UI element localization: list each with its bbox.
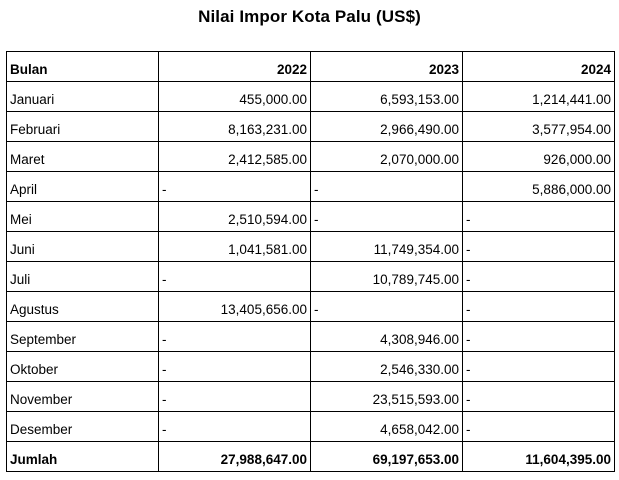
header-cell-year: 2023 bbox=[311, 52, 463, 82]
month-cell: April bbox=[7, 172, 159, 202]
header-cell-bulan: Bulan bbox=[7, 52, 159, 82]
value-cell: 11,749,354.00 bbox=[311, 232, 463, 262]
month-cell: Desember bbox=[7, 412, 159, 442]
value-cell: 2,412,585.00 bbox=[159, 142, 311, 172]
value-cell: - bbox=[159, 262, 311, 292]
import-table bbox=[6, 51, 615, 472]
value-cell: - bbox=[311, 202, 463, 232]
month-cell: November bbox=[7, 382, 159, 412]
value-cell: - bbox=[159, 172, 311, 202]
value-cell: 4,658,042.00 bbox=[311, 412, 463, 442]
table-row bbox=[7, 322, 615, 352]
value-cell: 1,214,441.00 bbox=[463, 82, 615, 112]
import-table-body bbox=[7, 52, 615, 472]
month-cell: Maret bbox=[7, 142, 159, 172]
value-cell: - bbox=[463, 262, 615, 292]
month-cell: Mei bbox=[7, 202, 159, 232]
value-cell: - bbox=[159, 412, 311, 442]
value-cell: 69,197,653.00 bbox=[311, 442, 463, 472]
value-cell: 1,041,581.00 bbox=[159, 232, 311, 262]
value-cell: - bbox=[463, 322, 615, 352]
value-cell: 2,070,000.00 bbox=[311, 142, 463, 172]
value-cell: 926,000.00 bbox=[463, 142, 615, 172]
table-row bbox=[7, 172, 615, 202]
value-cell: 27,988,647.00 bbox=[159, 442, 311, 472]
value-cell: - bbox=[463, 382, 615, 412]
value-cell: 11,604,395.00 bbox=[463, 442, 615, 472]
table-row bbox=[7, 292, 615, 322]
table-row bbox=[7, 232, 615, 262]
month-cell: Agustus bbox=[7, 292, 159, 322]
table-row bbox=[7, 112, 615, 142]
value-cell: - bbox=[463, 232, 615, 262]
month-cell: Januari bbox=[7, 82, 159, 112]
value-cell: - bbox=[159, 322, 311, 352]
table-row bbox=[7, 382, 615, 412]
table-row bbox=[7, 82, 615, 112]
table-row bbox=[7, 352, 615, 382]
month-cell: September bbox=[7, 322, 159, 352]
value-cell: 23,515,593.00 bbox=[311, 382, 463, 412]
table-row bbox=[7, 262, 615, 292]
month-cell: Februari bbox=[7, 112, 159, 142]
table-title: Nilai Impor Kota Palu (US$) bbox=[198, 7, 421, 26]
value-cell: - bbox=[311, 172, 463, 202]
table-row bbox=[7, 412, 615, 442]
value-cell: 10,789,745.00 bbox=[311, 262, 463, 292]
table-total-row bbox=[7, 442, 615, 472]
value-cell: - bbox=[463, 292, 615, 322]
value-cell: 8,163,231.00 bbox=[159, 112, 311, 142]
value-cell: 4,308,946.00 bbox=[311, 322, 463, 352]
month-cell: Jumlah bbox=[7, 442, 159, 472]
month-cell: Oktober bbox=[7, 352, 159, 382]
value-cell: - bbox=[159, 382, 311, 412]
header-cell-year: 2024 bbox=[463, 52, 615, 82]
value-cell: 5,886,000.00 bbox=[463, 172, 615, 202]
header-cell-year: 2022 bbox=[159, 52, 311, 82]
table-row bbox=[7, 202, 615, 232]
value-cell: 6,593,153.00 bbox=[311, 82, 463, 112]
value-cell: 455,000.00 bbox=[159, 82, 311, 112]
value-cell: - bbox=[463, 352, 615, 382]
month-cell: Juni bbox=[7, 232, 159, 262]
value-cell: 2,510,594.00 bbox=[159, 202, 311, 232]
value-cell: - bbox=[311, 292, 463, 322]
value-cell: 3,577,954.00 bbox=[463, 112, 615, 142]
value-cell: - bbox=[159, 352, 311, 382]
table-header-row bbox=[7, 52, 615, 82]
value-cell: 2,966,490.00 bbox=[311, 112, 463, 142]
month-cell: Juli bbox=[7, 262, 159, 292]
value-cell: 2,546,330.00 bbox=[311, 352, 463, 382]
value-cell: - bbox=[463, 412, 615, 442]
table-row bbox=[7, 142, 615, 172]
value-cell: 13,405,656.00 bbox=[159, 292, 311, 322]
value-cell: - bbox=[463, 202, 615, 232]
